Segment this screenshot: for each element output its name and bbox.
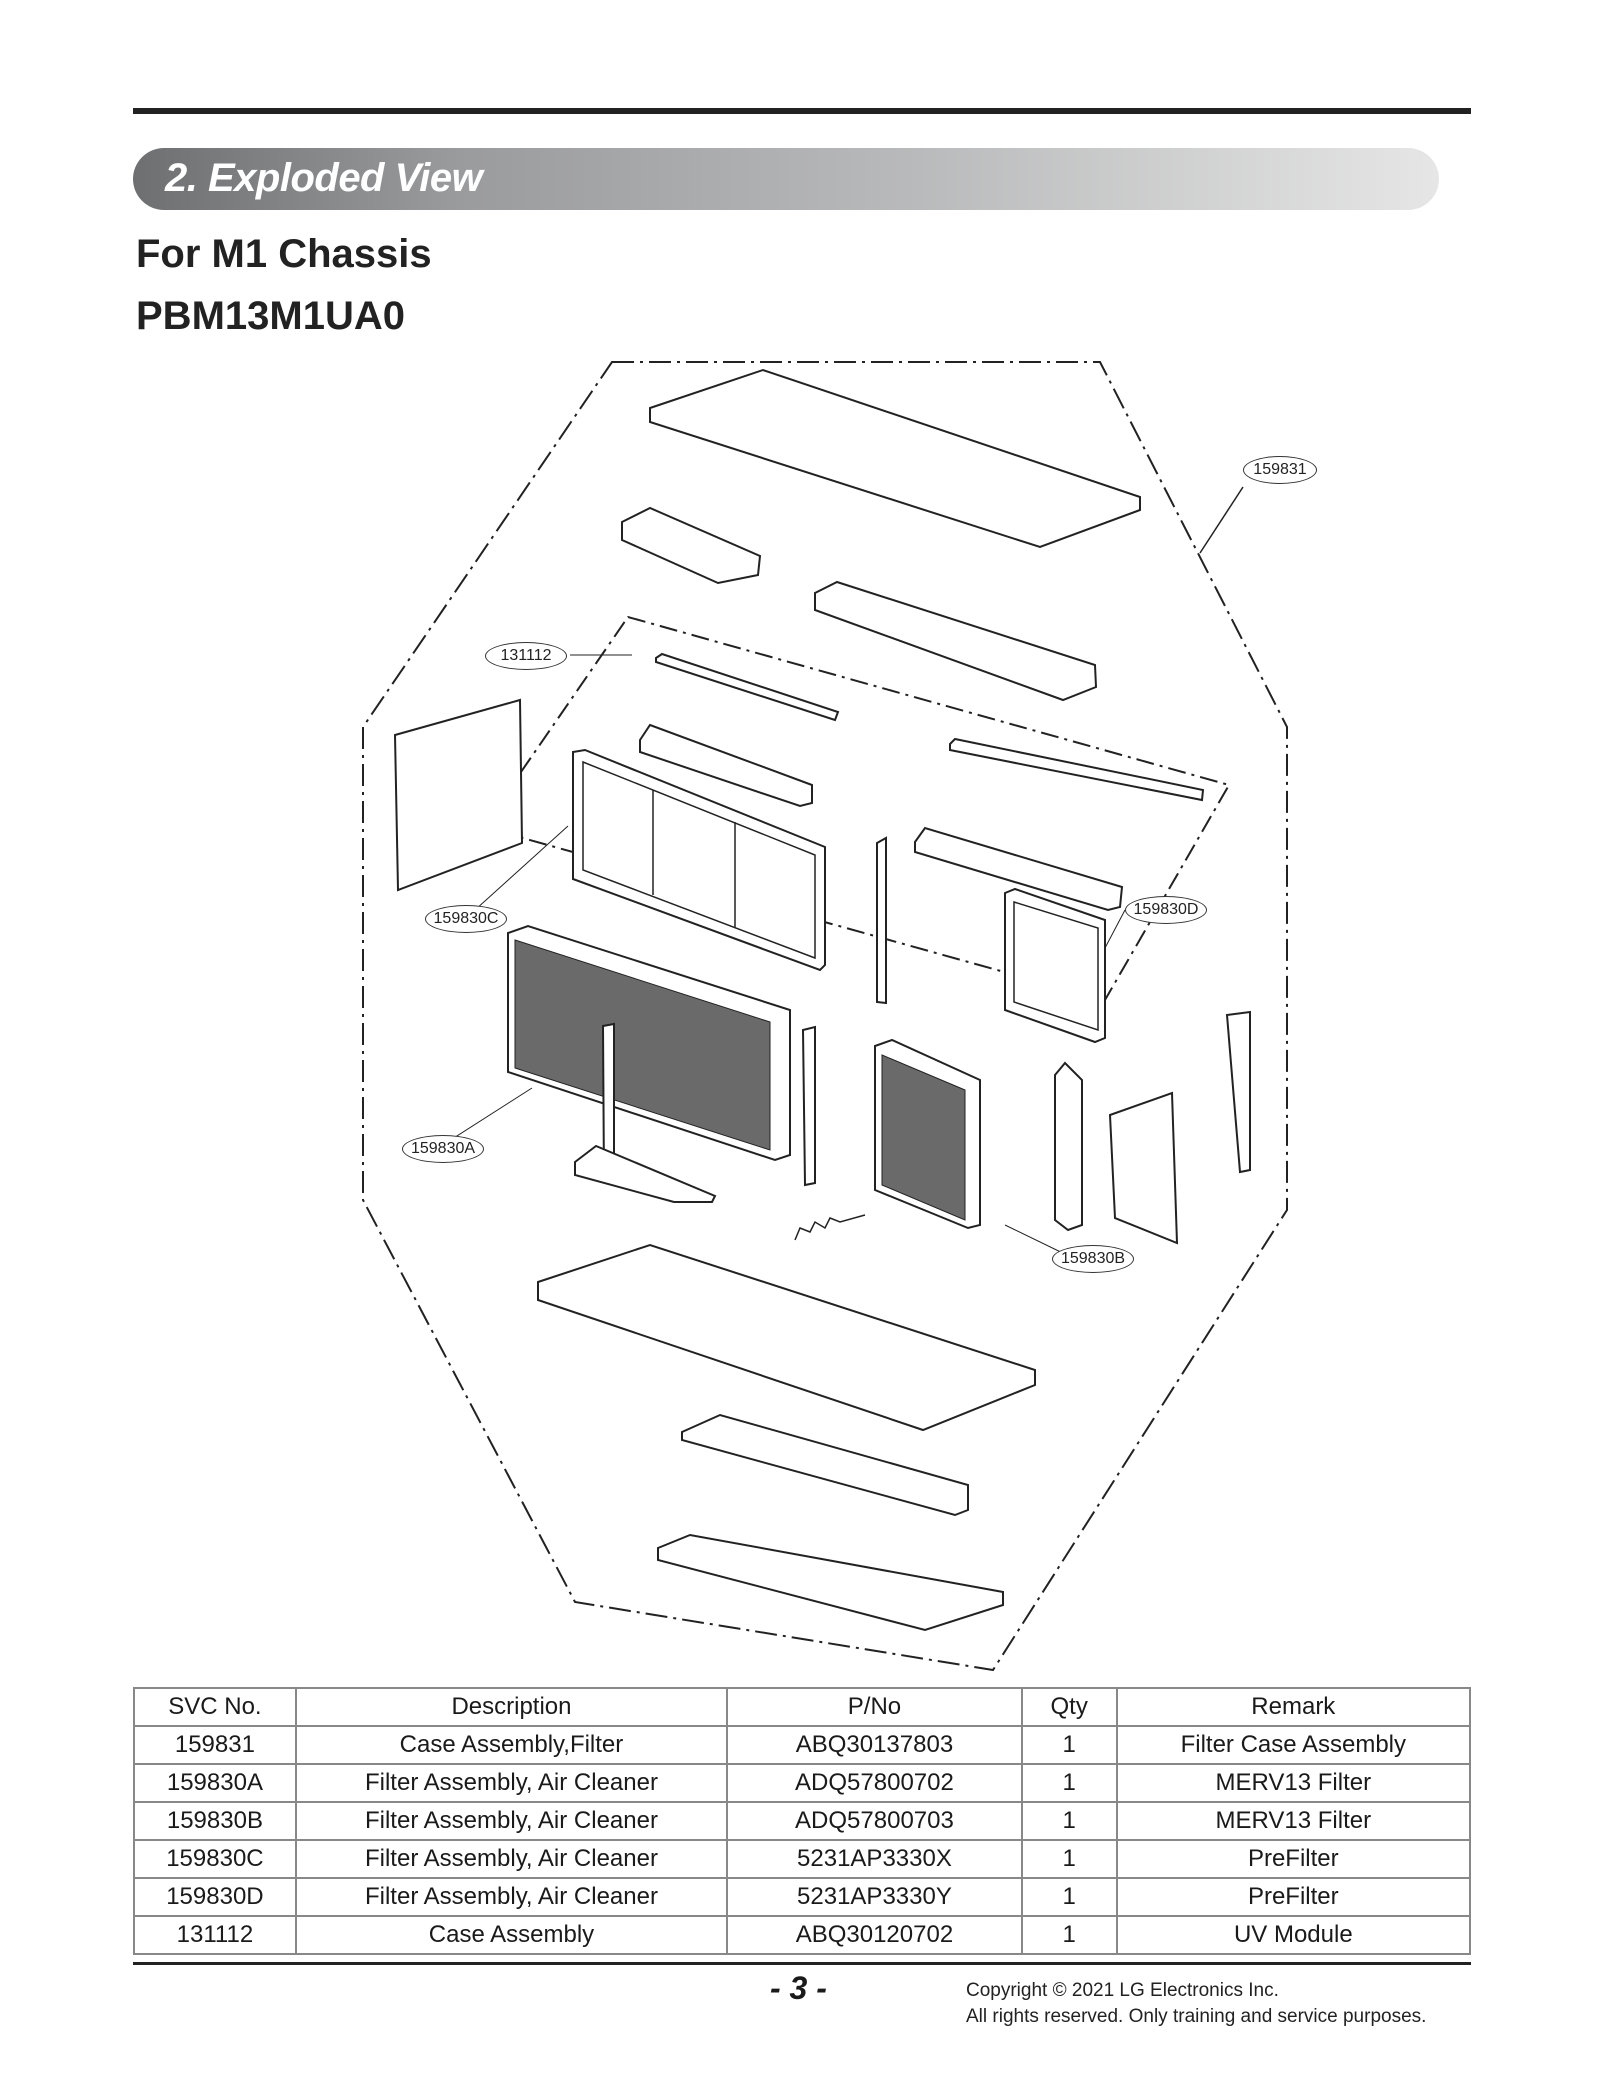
- cell-part-number: ABQ30137803: [727, 1726, 1022, 1764]
- cell-svc-no: 131112: [134, 1916, 296, 1954]
- bottom-tray: [682, 1415, 968, 1515]
- merv13-filter-159830B: [875, 1040, 980, 1228]
- callout-159830A: 159830A: [402, 1135, 484, 1163]
- cell-remark: UV Module: [1117, 1916, 1470, 1954]
- prefilter-159830C: [573, 750, 825, 970]
- base-pan: [538, 1245, 1035, 1430]
- callout-159830C: 159830C: [425, 905, 507, 933]
- callout-159830B: 159830B: [1052, 1245, 1134, 1273]
- table-row: [134, 1726, 1470, 1764]
- cell-part-number: ABQ30120702: [727, 1916, 1022, 1954]
- model-heading: PBM13M1UA0: [136, 294, 405, 338]
- merv13-filter-159830A: [508, 926, 790, 1160]
- uv-module-boundary: [483, 617, 1229, 1000]
- cell-qty: 1: [1022, 1726, 1117, 1764]
- chassis-heading: For M1 Chassis: [136, 232, 432, 276]
- section-header-bar: [133, 148, 1439, 210]
- table-row: [134, 1916, 1470, 1954]
- long-tray-top: [815, 582, 1096, 700]
- cell-qty: 1: [1022, 1840, 1117, 1878]
- header-part-number: P/No: [727, 1688, 1022, 1726]
- table-row: [134, 1878, 1470, 1916]
- cell-svc-no: 159830C: [134, 1840, 296, 1878]
- top-rule: [133, 108, 1471, 114]
- cell-description: Case Assembly,Filter: [296, 1726, 727, 1764]
- header-description: Description: [296, 1688, 727, 1726]
- cell-part-number: 5231AP3330X: [727, 1840, 1022, 1878]
- cell-description: Filter Assembly, Air Cleaner: [296, 1840, 727, 1878]
- cell-remark: PreFilter: [1117, 1878, 1470, 1916]
- cell-svc-no: 159830B: [134, 1802, 296, 1840]
- bottom-rule: [133, 1962, 1471, 1965]
- cell-remark: PreFilter: [1117, 1840, 1470, 1878]
- cell-description: Case Assembly: [296, 1916, 727, 1954]
- callout-159831: 159831: [1243, 456, 1317, 484]
- table-row: [134, 1802, 1470, 1840]
- table-row: [134, 1840, 1470, 1878]
- parts-table: [133, 1687, 1471, 1955]
- cell-qty: 1: [1022, 1916, 1117, 1954]
- cell-remark: MERV13 Filter: [1117, 1802, 1470, 1840]
- cell-remark: MERV13 Filter: [1117, 1764, 1470, 1802]
- assembly-boundary: [363, 362, 1287, 1670]
- cell-description: Filter Assembly, Air Cleaner: [296, 1878, 727, 1916]
- callout-131112: 131112: [485, 642, 567, 670]
- callout-159830D: 159830D: [1125, 896, 1207, 924]
- top-cover-panel: [650, 370, 1140, 547]
- cell-svc-no: 159830A: [134, 1764, 296, 1802]
- left-side-panel: [395, 700, 522, 890]
- header-svc-no: SVC No.: [134, 1688, 296, 1726]
- cell-part-number: ADQ57800702: [727, 1764, 1022, 1802]
- copyright-line-1: Copyright © 2021 LG Electronics Inc.: [966, 1980, 1279, 2001]
- copyright-line-2: All rights reserved. Only training and service purposes.: [966, 2006, 1427, 2027]
- cell-svc-no: 159831: [134, 1726, 296, 1764]
- header-qty: Qty: [1022, 1688, 1117, 1726]
- cell-remark: Filter Case Assembly: [1117, 1726, 1470, 1764]
- section-title: 2. Exploded View: [165, 156, 483, 200]
- cell-svc-no: 159830D: [134, 1878, 296, 1916]
- cell-qty: 1: [1022, 1878, 1117, 1916]
- cell-part-number: 5231AP3330Y: [727, 1878, 1022, 1916]
- small-tray-top: [622, 508, 760, 583]
- cell-description: Filter Assembly, Air Cleaner: [296, 1764, 727, 1802]
- page-number: - 3 -: [770, 1970, 827, 2006]
- small-tray-bottom: [575, 1146, 715, 1202]
- prefilter-159830D: [1005, 889, 1105, 1042]
- cell-part-number: ADQ57800703: [727, 1802, 1022, 1840]
- copyright-notice: [966, 1978, 1426, 2030]
- bottom-plate: [658, 1535, 1003, 1630]
- table-row: [134, 1764, 1470, 1802]
- cell-qty: 1: [1022, 1764, 1117, 1802]
- cell-description: Filter Assembly, Air Cleaner: [296, 1802, 727, 1840]
- table-header-row: [134, 1688, 1470, 1726]
- cell-qty: 1: [1022, 1802, 1117, 1840]
- header-remark: Remark: [1117, 1688, 1470, 1726]
